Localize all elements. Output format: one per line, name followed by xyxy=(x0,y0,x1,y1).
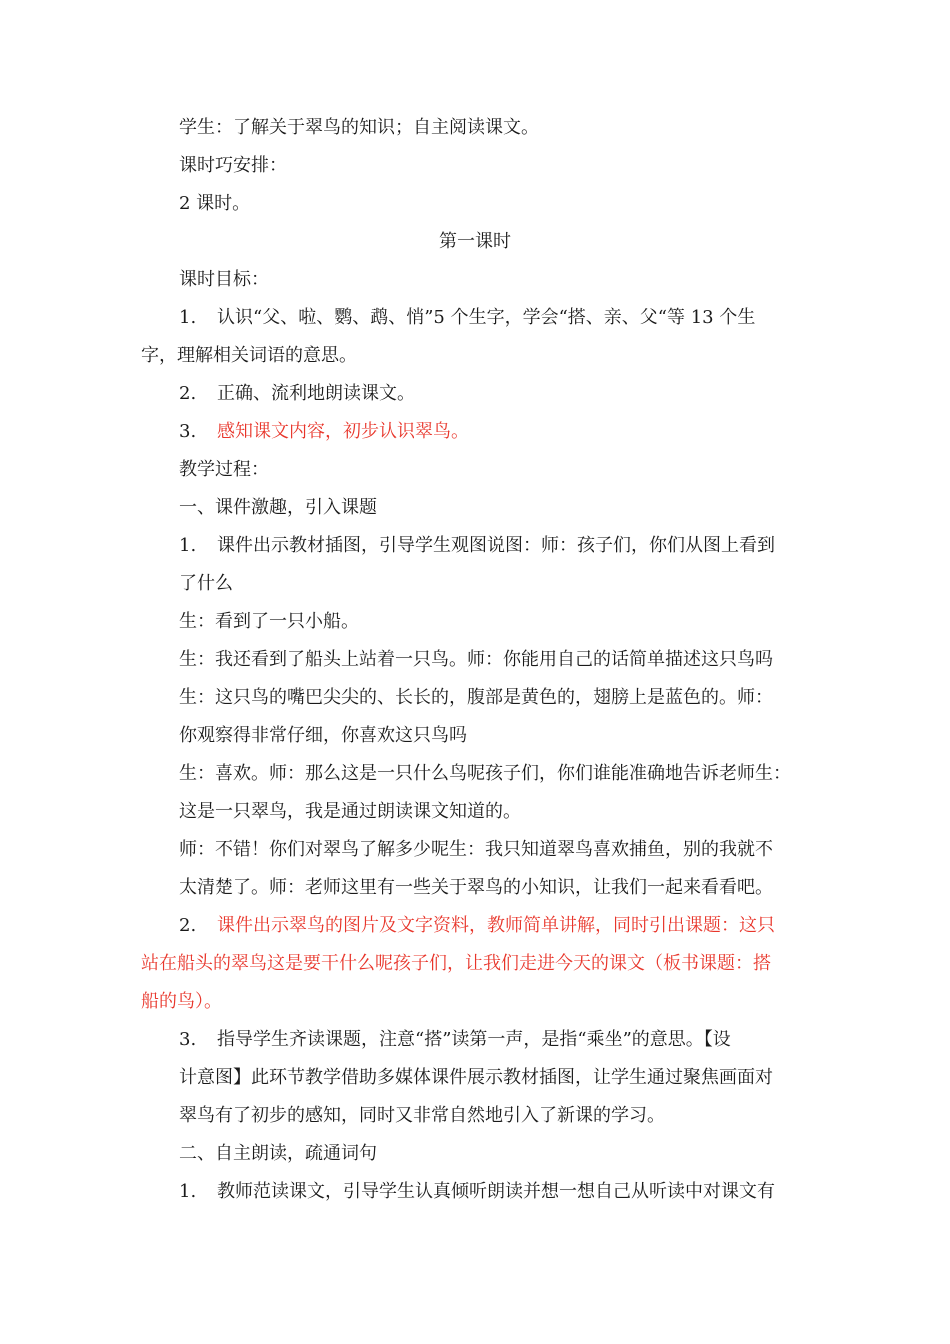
text-line: 课时巧安排： xyxy=(179,155,287,176)
section-heading: 二、自主朗读，疏通词句 xyxy=(179,1143,377,1164)
text-line: 师：不错！你们对翠鸟了解多少呢生：我只知道翠鸟喜欢捕鱼，别的我就不 xyxy=(179,839,773,860)
list-item xyxy=(179,1028,731,1052)
section-heading: 一、课件激趣，引入课题 xyxy=(179,497,377,518)
list-number: 3. xyxy=(179,421,197,442)
list-item-highlight xyxy=(179,420,469,444)
list-item-highlight xyxy=(179,914,775,938)
list-text: 正确、流利地朗读课文。 xyxy=(217,383,415,404)
text-line: 了什么 xyxy=(179,573,233,594)
text-line: 2 课时。 xyxy=(179,193,251,214)
section-heading: 第一课时 xyxy=(439,231,511,252)
list-item xyxy=(179,1180,775,1204)
text-line: 生：喜欢。师：那么这是一只什么鸟呢孩子们，你们谁能准确地告诉老师生： xyxy=(179,763,791,784)
list-text: 课件出示教材插图，引导学生观图说图：师：孩子们，你们从图上看到 xyxy=(217,535,775,556)
list-text: 课件出示翠鸟的图片及文字资料，教师简单讲解，同时引出课题：这只 xyxy=(217,915,775,936)
list-number: 3. xyxy=(179,1029,197,1050)
list-number: 1. xyxy=(179,535,197,556)
list-item xyxy=(179,382,415,406)
text-line: 生：我还看到了船头上站着一只鸟。师：你能用自己的话简单描述这只鸟吗 xyxy=(179,649,773,670)
text-line: 教学过程： xyxy=(179,459,269,480)
list-number: 2. xyxy=(179,383,197,404)
list-text: 认识“父、啦、鹦、鹉、悄”5 个生字，学会“搭、亲、父“等 13 个生 xyxy=(217,307,756,328)
text-line: 生：看到了一只小船。 xyxy=(179,611,359,632)
list-item xyxy=(179,306,755,330)
list-text: 感知课文内容，初步认识翠鸟。 xyxy=(217,421,469,442)
text-line: 字，理解相关词语的意思。 xyxy=(141,345,357,366)
text-line: 翠鸟有了初步的感知，同时又非常自然地引入了新课的学习。 xyxy=(179,1105,665,1126)
text-line: 这是一只翠鸟，我是通过朗读课文知道的。 xyxy=(179,801,521,822)
text-line: 计意图】此环节教学借助多媒体课件展示教材插图，让学生通过聚焦画面对 xyxy=(179,1067,773,1088)
text-line: 课时目标： xyxy=(179,269,269,290)
list-number: 2. xyxy=(179,915,197,936)
list-text: 教师范读课文，引导学生认真倾听朗读并想一想自己从听读中对课文有 xyxy=(217,1181,775,1202)
list-number: 1. xyxy=(179,1181,197,1202)
list-number: 1. xyxy=(179,307,197,328)
text-line: 生：这只鸟的嘴巴尖尖的、长长的，腹部是黄色的，翅膀上是蓝色的。师： xyxy=(179,687,773,708)
list-item xyxy=(179,534,775,558)
text-line: 学生：了解关于翠鸟的知识；自主阅读课文。 xyxy=(179,117,539,138)
text-line-highlight: 船的鸟）。 xyxy=(141,991,222,1012)
text-line: 太清楚了。师：老师这里有一些关于翠鸟的小知识，让我们一起来看看吧。 xyxy=(179,877,773,898)
list-text: 指导学生齐读课题，注意“搭”读第一声，是指“乘坐”的意思。【设 xyxy=(217,1029,731,1050)
text-line-highlight: 站在船头的翠鸟这是要干什么呢孩子们，让我们走进今天的课文（板书课题：搭 xyxy=(141,953,771,974)
text-line: 你观察得非常仔细，你喜欢这只鸟吗 xyxy=(179,725,467,746)
